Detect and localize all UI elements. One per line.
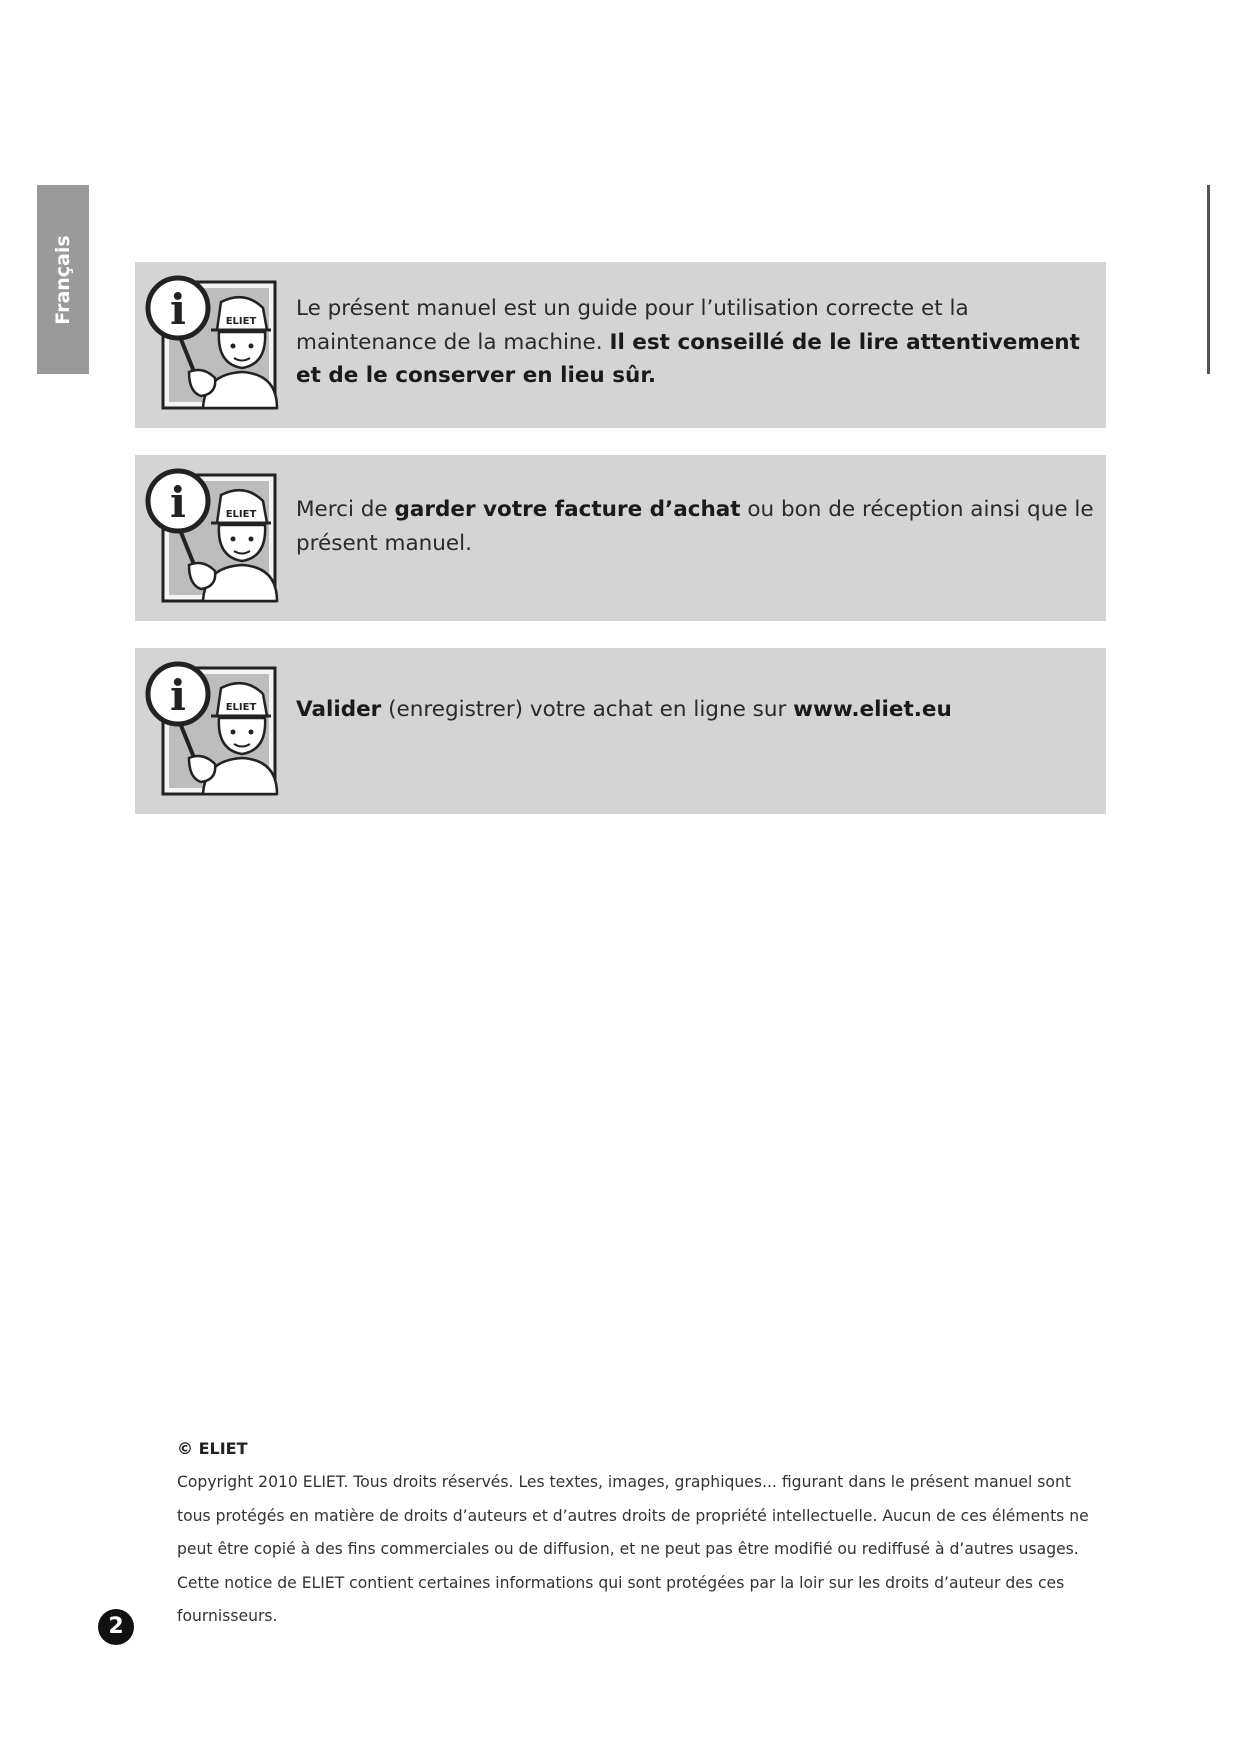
info-worker-icon	[145, 465, 280, 610]
language-tab-label: Français	[52, 234, 74, 325]
svg-text:i: i	[170, 478, 186, 527]
right-margin-rule	[1207, 185, 1210, 374]
notice-text: Valider (enregistrer) votre achat en ligne sur www.eliet.eu	[296, 697, 952, 722]
svg-text:ELIET: ELIET	[225, 316, 257, 327]
copyright-text: Copyright 2010 ELIET. Tous droits réservés. Les textes, images, graphiques... figurant dans le présent manuel sont tous protégés en matière de droits d’auteurs et d’autres droits de propriété intellectuelle. Aucun de ces éléments ne peut être copié à des fins commerciales ou de diffusion, et ne peut pas être modifié ou rediffusé à d’autres usages. Cette notice de ELIET contient certaines informations qui sont protégées par la loir sur les droits d’auteur des ces fournisseurs.	[177, 1473, 1089, 1625]
website-link: www.eliet.eu	[793, 697, 952, 722]
svg-text:ELIET: ELIET	[225, 702, 257, 713]
notice-text: Le présent manuel est un guide pour l’utilisation correcte et la maintenance de la machine. Il est conseillé de le lire attentivement et de le conserver en lieu sûr.	[296, 296, 1080, 388]
notice-box-invoice	[135, 455, 1106, 621]
notice-box-manual	[135, 262, 1106, 428]
info-worker-icon	[145, 272, 280, 417]
svg-text:ELIET: ELIET	[225, 509, 257, 520]
copyright-title: © ELIET	[177, 1439, 248, 1458]
info-worker-icon	[145, 658, 280, 803]
language-tab	[37, 185, 89, 374]
page-number: 2	[98, 1609, 134, 1645]
notice-box-register	[135, 648, 1106, 814]
svg-text:i: i	[170, 671, 186, 720]
notice-text: Merci de garder votre facture d’achat ou bon de réception ainsi que le présent manuel.	[296, 497, 1094, 556]
svg-text:i: i	[170, 285, 186, 334]
